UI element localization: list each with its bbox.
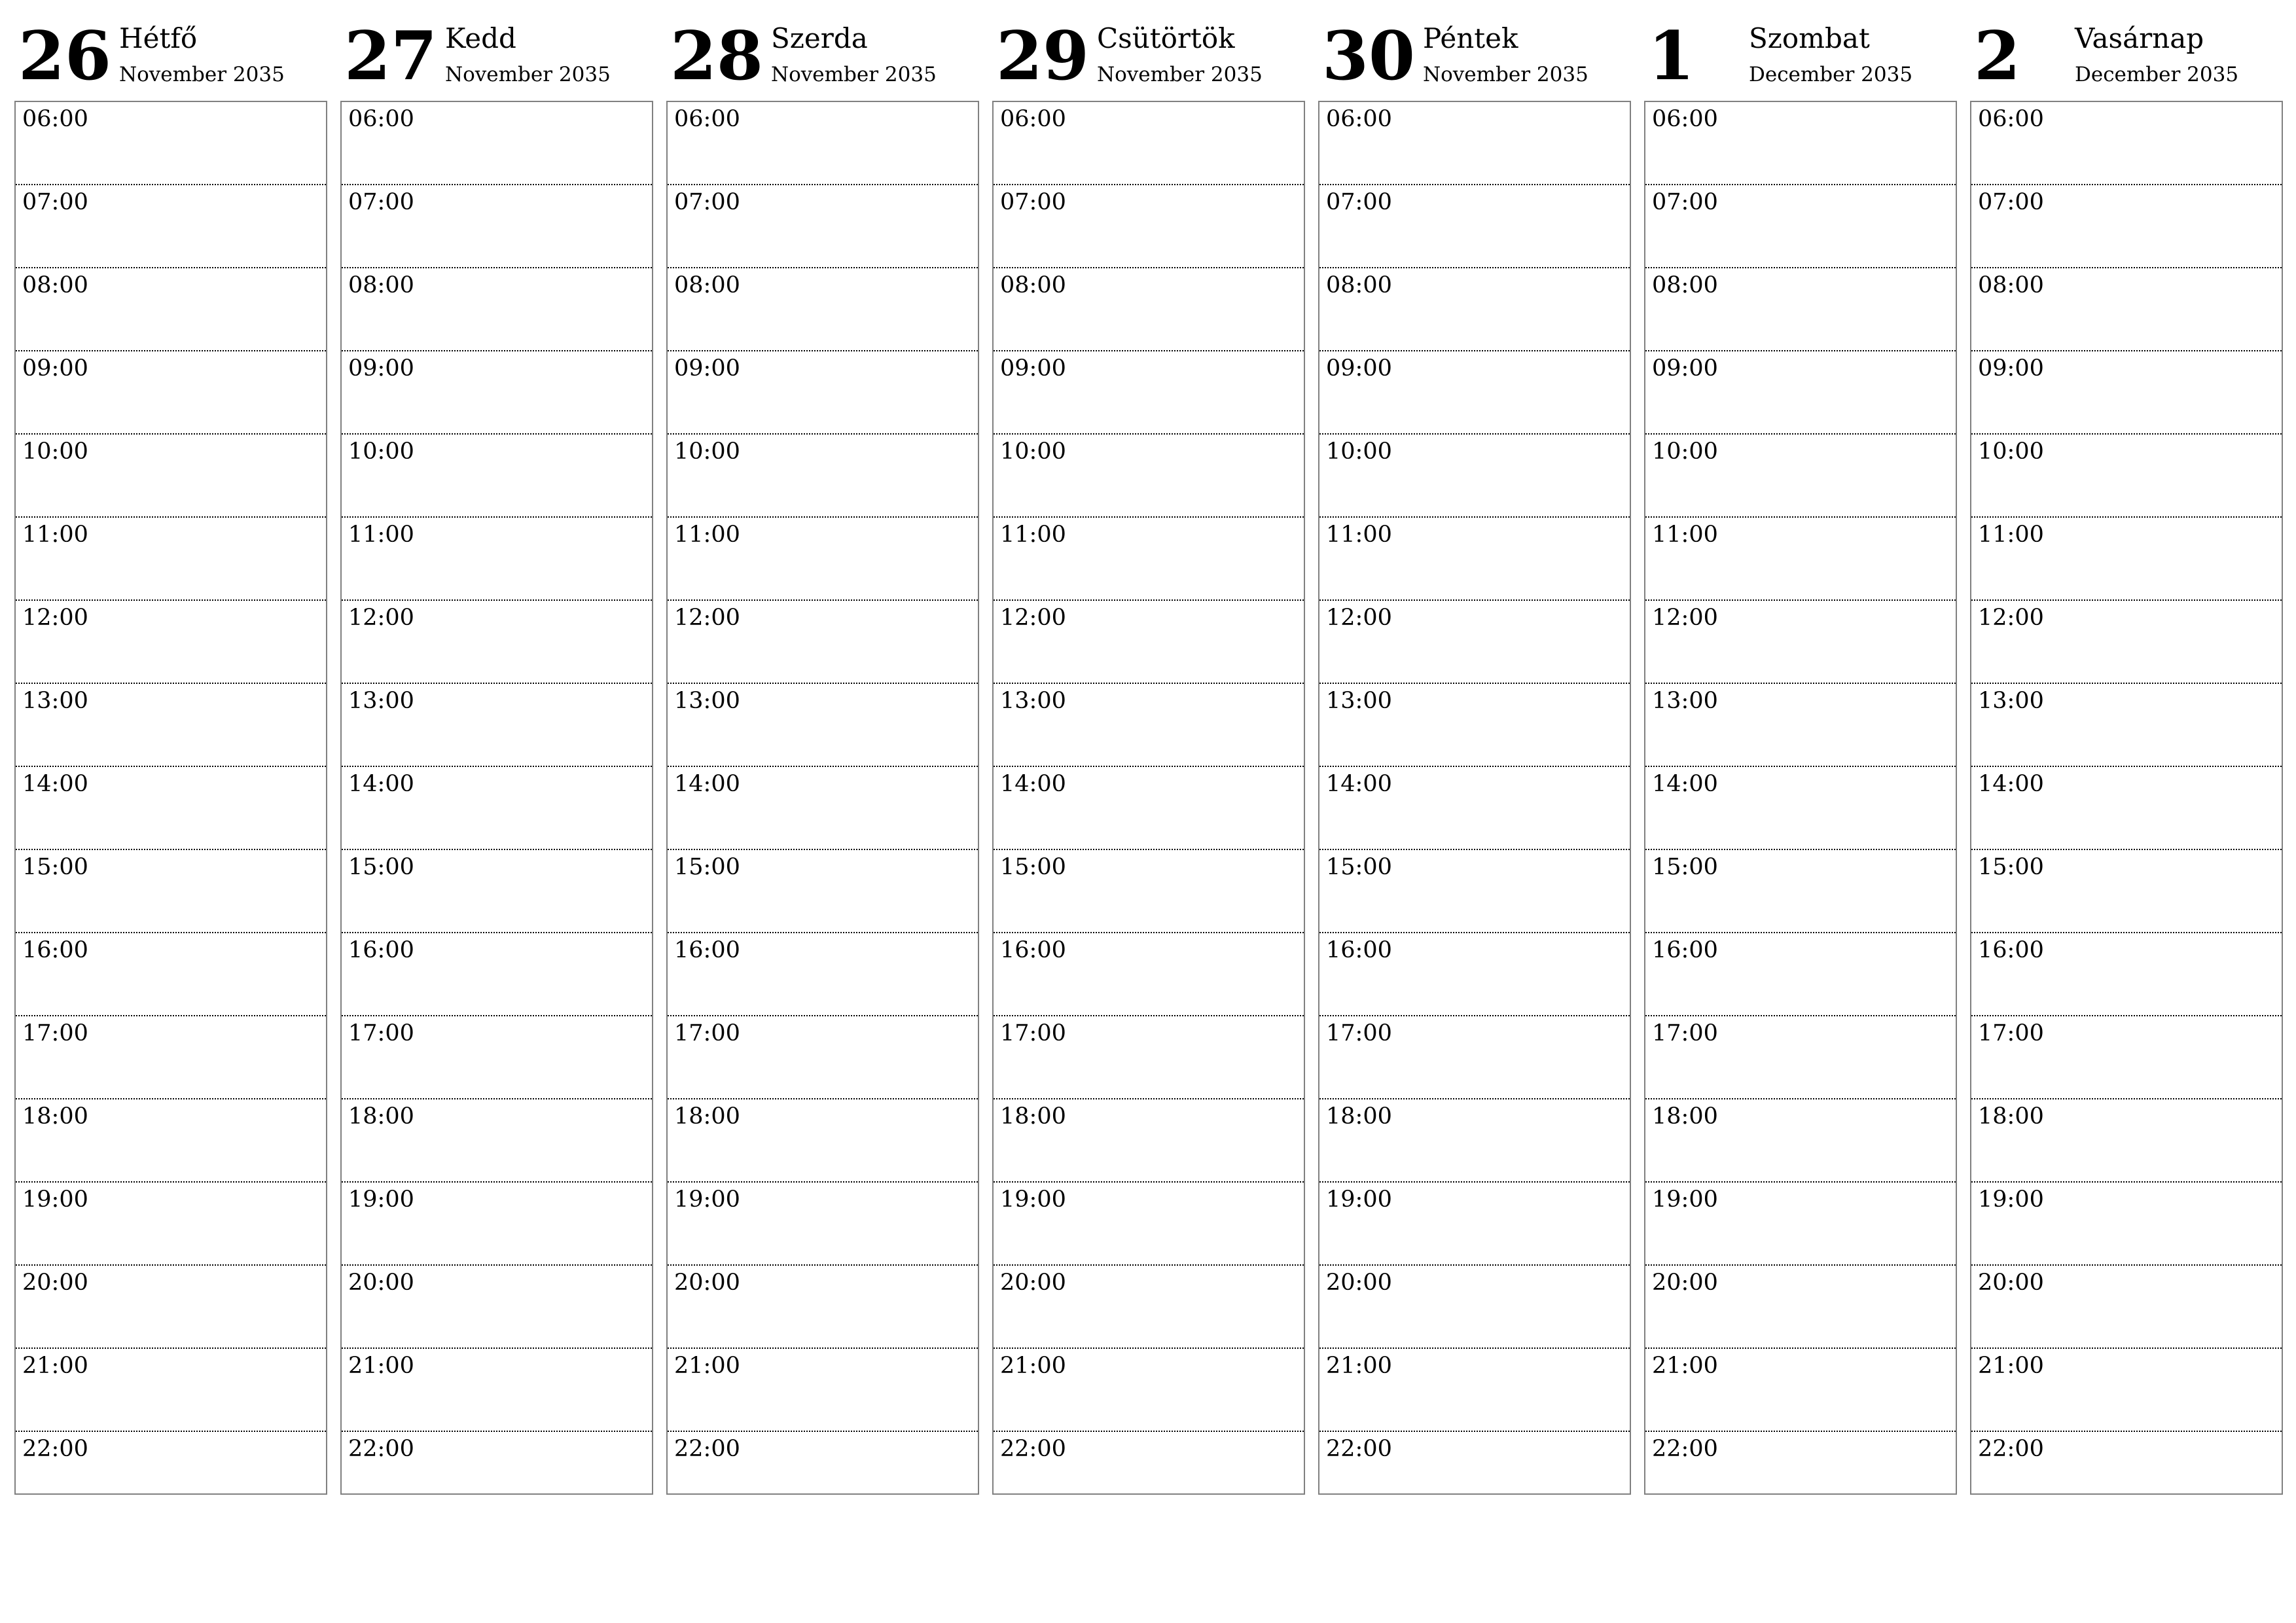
time-slot-label: 07:00 [1652, 189, 1718, 215]
time-slot [668, 1349, 978, 1432]
time-slot-label: 06:00 [1326, 106, 1392, 132]
time-slot-label: 11:00 [348, 522, 414, 548]
time-slot [342, 102, 652, 185]
time-slot [1319, 351, 1630, 435]
time-slot [1645, 1432, 1956, 1514]
time-slot-label: 11:00 [1652, 522, 1718, 548]
time-slot-label: 09:00 [674, 355, 740, 382]
time-slot-label: 19:00 [1000, 1186, 1066, 1213]
time-slot-label: 08:00 [1978, 272, 2044, 298]
time-slot-label: 15:00 [348, 854, 414, 880]
time-slot [16, 1432, 326, 1514]
time-slot [16, 1099, 326, 1183]
time-slot [342, 351, 652, 435]
time-slot-label: 07:00 [1000, 189, 1066, 215]
time-slot-label: 09:00 [1326, 355, 1392, 382]
day-number: 1 [1648, 17, 1695, 96]
time-slot-label: 22:00 [1326, 1436, 1392, 1462]
time-slot-label: 15:00 [1652, 854, 1718, 880]
time-slot [1645, 268, 1956, 351]
time-slot [1971, 767, 2282, 850]
day-schedule-box [992, 101, 1305, 1495]
time-slot-label: 20:00 [674, 1270, 740, 1296]
time-slot-label: 11:00 [674, 522, 740, 548]
time-slot-label: 20:00 [1326, 1270, 1392, 1296]
time-slot-label: 19:00 [348, 1186, 414, 1213]
time-slot-label: 14:00 [674, 771, 740, 797]
time-slot [1971, 684, 2282, 767]
time-slot [1319, 1183, 1630, 1266]
time-slot-label: 12:00 [1652, 605, 1718, 631]
time-slot [668, 435, 978, 518]
time-slot [1319, 767, 1630, 850]
time-slot-label: 12:00 [674, 605, 740, 631]
time-slot [994, 1099, 1304, 1183]
time-slot-label: 15:00 [674, 854, 740, 880]
time-slot [342, 1183, 652, 1266]
day-name: Hétfő [119, 22, 198, 54]
time-slot [342, 1099, 652, 1183]
time-slot [994, 1432, 1304, 1514]
time-slot [1645, 435, 1956, 518]
time-slot [342, 933, 652, 1016]
time-slot-label: 15:00 [1978, 854, 2044, 880]
day-header [14, 0, 327, 98]
time-slot-label: 07:00 [1978, 189, 2044, 215]
time-slot-label: 10:00 [1000, 438, 1066, 465]
day-month-year: November 2035 [1097, 63, 1263, 86]
time-slot-label: 18:00 [1652, 1103, 1718, 1130]
time-slot-label: 16:00 [1978, 937, 2044, 963]
time-slot-label: 16:00 [1652, 937, 1718, 963]
time-slot [994, 518, 1304, 601]
time-slot [668, 518, 978, 601]
time-slot-label: 09:00 [1978, 355, 2044, 382]
time-slot-label: 21:00 [1326, 1353, 1392, 1379]
time-slot [1319, 1016, 1630, 1099]
day-column [1970, 0, 2283, 1505]
day-schedule-box [1318, 101, 1631, 1495]
time-slot [342, 850, 652, 933]
time-slot-label: 15:00 [22, 854, 88, 880]
time-slot [668, 102, 978, 185]
time-slot [1645, 601, 1956, 684]
time-slot [1971, 933, 2282, 1016]
time-slot-label: 22:00 [1978, 1436, 2044, 1462]
time-slot-label: 11:00 [22, 522, 88, 548]
day-column [666, 0, 979, 1505]
time-slot [342, 1016, 652, 1099]
time-slot-label: 18:00 [348, 1103, 414, 1130]
time-slot [1645, 1016, 1956, 1099]
time-slot [1319, 102, 1630, 185]
time-slot [16, 518, 326, 601]
time-slot-label: 18:00 [1978, 1103, 2044, 1130]
time-slot-label: 06:00 [348, 106, 414, 132]
time-slot [1319, 185, 1630, 268]
time-slot-label: 14:00 [22, 771, 88, 797]
day-name: Szerda [771, 22, 868, 54]
time-slot-label: 10:00 [348, 438, 414, 465]
time-slot-label: 17:00 [348, 1020, 414, 1046]
day-number: 28 [670, 17, 763, 96]
time-slot [1319, 1432, 1630, 1514]
time-slot [994, 102, 1304, 185]
day-month-year: December 2035 [1749, 63, 1913, 86]
time-slot-label: 19:00 [22, 1186, 88, 1213]
day-month-year: November 2035 [119, 63, 285, 86]
day-schedule-box [14, 101, 327, 1495]
time-slot [994, 1266, 1304, 1349]
time-slot [994, 850, 1304, 933]
time-slot-label: 12:00 [1000, 605, 1066, 631]
time-slot [1319, 684, 1630, 767]
time-slot-label: 20:00 [1978, 1270, 2044, 1296]
time-slot [1645, 850, 1956, 933]
time-slot [16, 850, 326, 933]
time-slot-label: 07:00 [1326, 189, 1392, 215]
time-slot [994, 767, 1304, 850]
time-slot [994, 1016, 1304, 1099]
time-slot-label: 18:00 [1326, 1103, 1392, 1130]
time-slot [1645, 518, 1956, 601]
time-slot-label: 12:00 [1326, 605, 1392, 631]
time-slot [1645, 1266, 1956, 1349]
time-slot-label: 06:00 [1652, 106, 1718, 132]
time-slot-label: 09:00 [348, 355, 414, 382]
time-slot [16, 1016, 326, 1099]
time-slot-label: 08:00 [348, 272, 414, 298]
time-slot [16, 684, 326, 767]
time-slot [342, 1266, 652, 1349]
time-slot [342, 684, 652, 767]
time-slot [1319, 850, 1630, 933]
day-schedule-box [340, 101, 653, 1495]
day-name: Vasárnap [2075, 22, 2204, 54]
time-slot-label: 07:00 [348, 189, 414, 215]
day-number: 30 [1322, 17, 1415, 96]
time-slot [1971, 435, 2282, 518]
time-slot [342, 435, 652, 518]
day-month-year: November 2035 [445, 63, 611, 86]
time-slot [1645, 684, 1956, 767]
time-slot [16, 933, 326, 1016]
time-slot-label: 16:00 [1326, 937, 1392, 963]
time-slot [1319, 268, 1630, 351]
time-slot [1971, 185, 2282, 268]
day-number: 29 [996, 17, 1089, 96]
time-slot-label: 21:00 [348, 1353, 414, 1379]
time-slot [16, 102, 326, 185]
time-slot [1971, 518, 2282, 601]
time-slot-label: 06:00 [1000, 106, 1066, 132]
time-slot-label: 21:00 [22, 1353, 88, 1379]
time-slot [994, 435, 1304, 518]
time-slot [668, 1266, 978, 1349]
time-slot [994, 1349, 1304, 1432]
time-slot-label: 07:00 [22, 189, 88, 215]
day-schedule-box [1644, 101, 1957, 1495]
time-slot [994, 185, 1304, 268]
time-slot-label: 17:00 [1978, 1020, 2044, 1046]
time-slot-label: 20:00 [1000, 1270, 1066, 1296]
time-slot [668, 185, 978, 268]
time-slot-label: 22:00 [1652, 1436, 1718, 1462]
time-slot [1971, 1183, 2282, 1266]
time-slot [994, 684, 1304, 767]
time-slot [342, 268, 652, 351]
time-slot [1319, 601, 1630, 684]
time-slot-label: 06:00 [1978, 106, 2044, 132]
time-slot-label: 11:00 [1000, 522, 1066, 548]
time-slot [1971, 268, 2282, 351]
time-slot [342, 601, 652, 684]
time-slot-label: 09:00 [22, 355, 88, 382]
time-slot-label: 11:00 [1326, 522, 1392, 548]
day-header [992, 0, 1305, 98]
time-slot-label: 19:00 [674, 1186, 740, 1213]
time-slot-label: 15:00 [1000, 854, 1066, 880]
time-slot [342, 1432, 652, 1514]
day-column [1644, 0, 1957, 1505]
time-slot [1971, 601, 2282, 684]
time-slot-label: 13:00 [1326, 688, 1392, 714]
time-slot [668, 1099, 978, 1183]
time-slot [668, 601, 978, 684]
time-slot-label: 10:00 [1326, 438, 1392, 465]
day-number: 2 [1974, 17, 2020, 96]
time-slot-label: 16:00 [674, 937, 740, 963]
time-slot-label: 16:00 [22, 937, 88, 963]
time-slot-label: 21:00 [1978, 1353, 2044, 1379]
time-slot-label: 18:00 [22, 1103, 88, 1130]
day-name: Kedd [445, 22, 516, 54]
day-name: Szombat [1749, 22, 1870, 54]
time-slot-label: 13:00 [1000, 688, 1066, 714]
day-column [340, 0, 653, 1505]
time-slot-label: 19:00 [1652, 1186, 1718, 1213]
time-slot [1319, 1099, 1630, 1183]
time-slot-label: 09:00 [1000, 355, 1066, 382]
time-slot [342, 185, 652, 268]
day-header [666, 0, 979, 98]
day-month-year: November 2035 [1423, 63, 1588, 86]
time-slot [1319, 518, 1630, 601]
time-slot-label: 06:00 [674, 106, 740, 132]
time-slot-label: 18:00 [674, 1103, 740, 1130]
time-slot [1971, 1349, 2282, 1432]
time-slot-label: 08:00 [1326, 272, 1392, 298]
time-slot-label: 16:00 [348, 937, 414, 963]
time-slot-label: 09:00 [1652, 355, 1718, 382]
time-slot [1645, 351, 1956, 435]
time-slot-label: 16:00 [1000, 937, 1066, 963]
time-slot-label: 22:00 [1000, 1436, 1066, 1462]
time-slot-label: 08:00 [1000, 272, 1066, 298]
time-slot [1645, 767, 1956, 850]
time-slot-label: 22:00 [674, 1436, 740, 1462]
time-slot-label: 13:00 [1978, 688, 2044, 714]
time-slot [668, 684, 978, 767]
time-slot [16, 767, 326, 850]
day-schedule-box [1970, 101, 2283, 1495]
time-slot [1645, 1349, 1956, 1432]
time-slot-label: 19:00 [1978, 1186, 2044, 1213]
time-slot [1971, 351, 2282, 435]
time-slot-label: 10:00 [1978, 438, 2044, 465]
time-slot-label: 12:00 [1978, 605, 2044, 631]
day-header [1318, 0, 1631, 98]
time-slot-label: 17:00 [1652, 1020, 1718, 1046]
day-number: 27 [344, 17, 437, 96]
time-slot-label: 18:00 [1000, 1103, 1066, 1130]
time-slot-label: 17:00 [22, 1020, 88, 1046]
time-slot [668, 268, 978, 351]
time-slot-label: 12:00 [22, 605, 88, 631]
time-slot-label: 22:00 [22, 1436, 88, 1462]
time-slot [16, 268, 326, 351]
day-column [1318, 0, 1631, 1505]
time-slot [1645, 102, 1956, 185]
time-slot [1971, 850, 2282, 933]
time-slot [1319, 1349, 1630, 1432]
time-slot [1645, 1099, 1956, 1183]
time-slot [1971, 1266, 2282, 1349]
time-slot [1319, 933, 1630, 1016]
time-slot-label: 14:00 [1978, 771, 2044, 797]
time-slot-label: 11:00 [1978, 522, 2044, 548]
day-header [1644, 0, 1957, 98]
time-slot [342, 1349, 652, 1432]
time-slot-label: 13:00 [348, 688, 414, 714]
time-slot [16, 351, 326, 435]
day-number: 26 [18, 17, 111, 96]
time-slot-label: 14:00 [1326, 771, 1392, 797]
time-slot [1645, 1183, 1956, 1266]
time-slot [668, 767, 978, 850]
time-slot [668, 1183, 978, 1266]
time-slot [668, 933, 978, 1016]
time-slot [668, 1016, 978, 1099]
day-month-year: November 2035 [771, 63, 937, 86]
time-slot-label: 06:00 [22, 106, 88, 132]
time-slot [16, 435, 326, 518]
time-slot [994, 933, 1304, 1016]
day-name: Péntek [1423, 22, 1518, 54]
time-slot-label: 12:00 [348, 605, 414, 631]
time-slot [1319, 435, 1630, 518]
time-slot [1971, 1432, 2282, 1514]
time-slot-label: 17:00 [1326, 1020, 1392, 1046]
time-slot-label: 19:00 [1326, 1186, 1392, 1213]
time-slot-label: 14:00 [1652, 771, 1718, 797]
time-slot-label: 13:00 [674, 688, 740, 714]
time-slot [1319, 1266, 1630, 1349]
time-slot [1645, 185, 1956, 268]
time-slot [1971, 102, 2282, 185]
time-slot-label: 20:00 [22, 1270, 88, 1296]
time-slot-label: 13:00 [22, 688, 88, 714]
time-slot [16, 185, 326, 268]
time-slot [1971, 1016, 2282, 1099]
time-slot-label: 08:00 [1652, 272, 1718, 298]
time-slot [1645, 933, 1956, 1016]
time-slot [668, 351, 978, 435]
time-slot-label: 13:00 [1652, 688, 1718, 714]
time-slot [994, 268, 1304, 351]
time-slot [994, 351, 1304, 435]
time-slot-label: 20:00 [1652, 1270, 1718, 1296]
time-slot-label: 10:00 [674, 438, 740, 465]
time-slot-label: 21:00 [1652, 1353, 1718, 1379]
time-slot-label: 21:00 [674, 1353, 740, 1379]
time-slot-label: 10:00 [1652, 438, 1718, 465]
time-slot [342, 518, 652, 601]
time-slot [16, 1266, 326, 1349]
time-slot [668, 1432, 978, 1514]
time-slot [668, 850, 978, 933]
time-slot-label: 14:00 [348, 771, 414, 797]
time-slot [342, 767, 652, 850]
time-slot-label: 17:00 [1000, 1020, 1066, 1046]
time-slot-label: 08:00 [674, 272, 740, 298]
time-slot [16, 1349, 326, 1432]
time-slot [16, 601, 326, 684]
time-slot-label: 14:00 [1000, 771, 1066, 797]
time-slot-label: 07:00 [674, 189, 740, 215]
time-slot-label: 10:00 [22, 438, 88, 465]
time-slot-label: 21:00 [1000, 1353, 1066, 1379]
day-column [992, 0, 1305, 1505]
time-slot-label: 22:00 [348, 1436, 414, 1462]
day-header [1970, 0, 2283, 98]
time-slot-label: 08:00 [22, 272, 88, 298]
day-month-year: December 2035 [2075, 63, 2239, 86]
time-slot [16, 1183, 326, 1266]
time-slot-label: 20:00 [348, 1270, 414, 1296]
time-slot [994, 601, 1304, 684]
day-header [340, 0, 653, 98]
time-slot [994, 1183, 1304, 1266]
time-slot [1971, 1099, 2282, 1183]
time-slot-label: 17:00 [674, 1020, 740, 1046]
day-schedule-box [666, 101, 979, 1495]
time-slot-label: 15:00 [1326, 854, 1392, 880]
day-name: Csütörtök [1097, 22, 1235, 54]
day-column [14, 0, 327, 1505]
